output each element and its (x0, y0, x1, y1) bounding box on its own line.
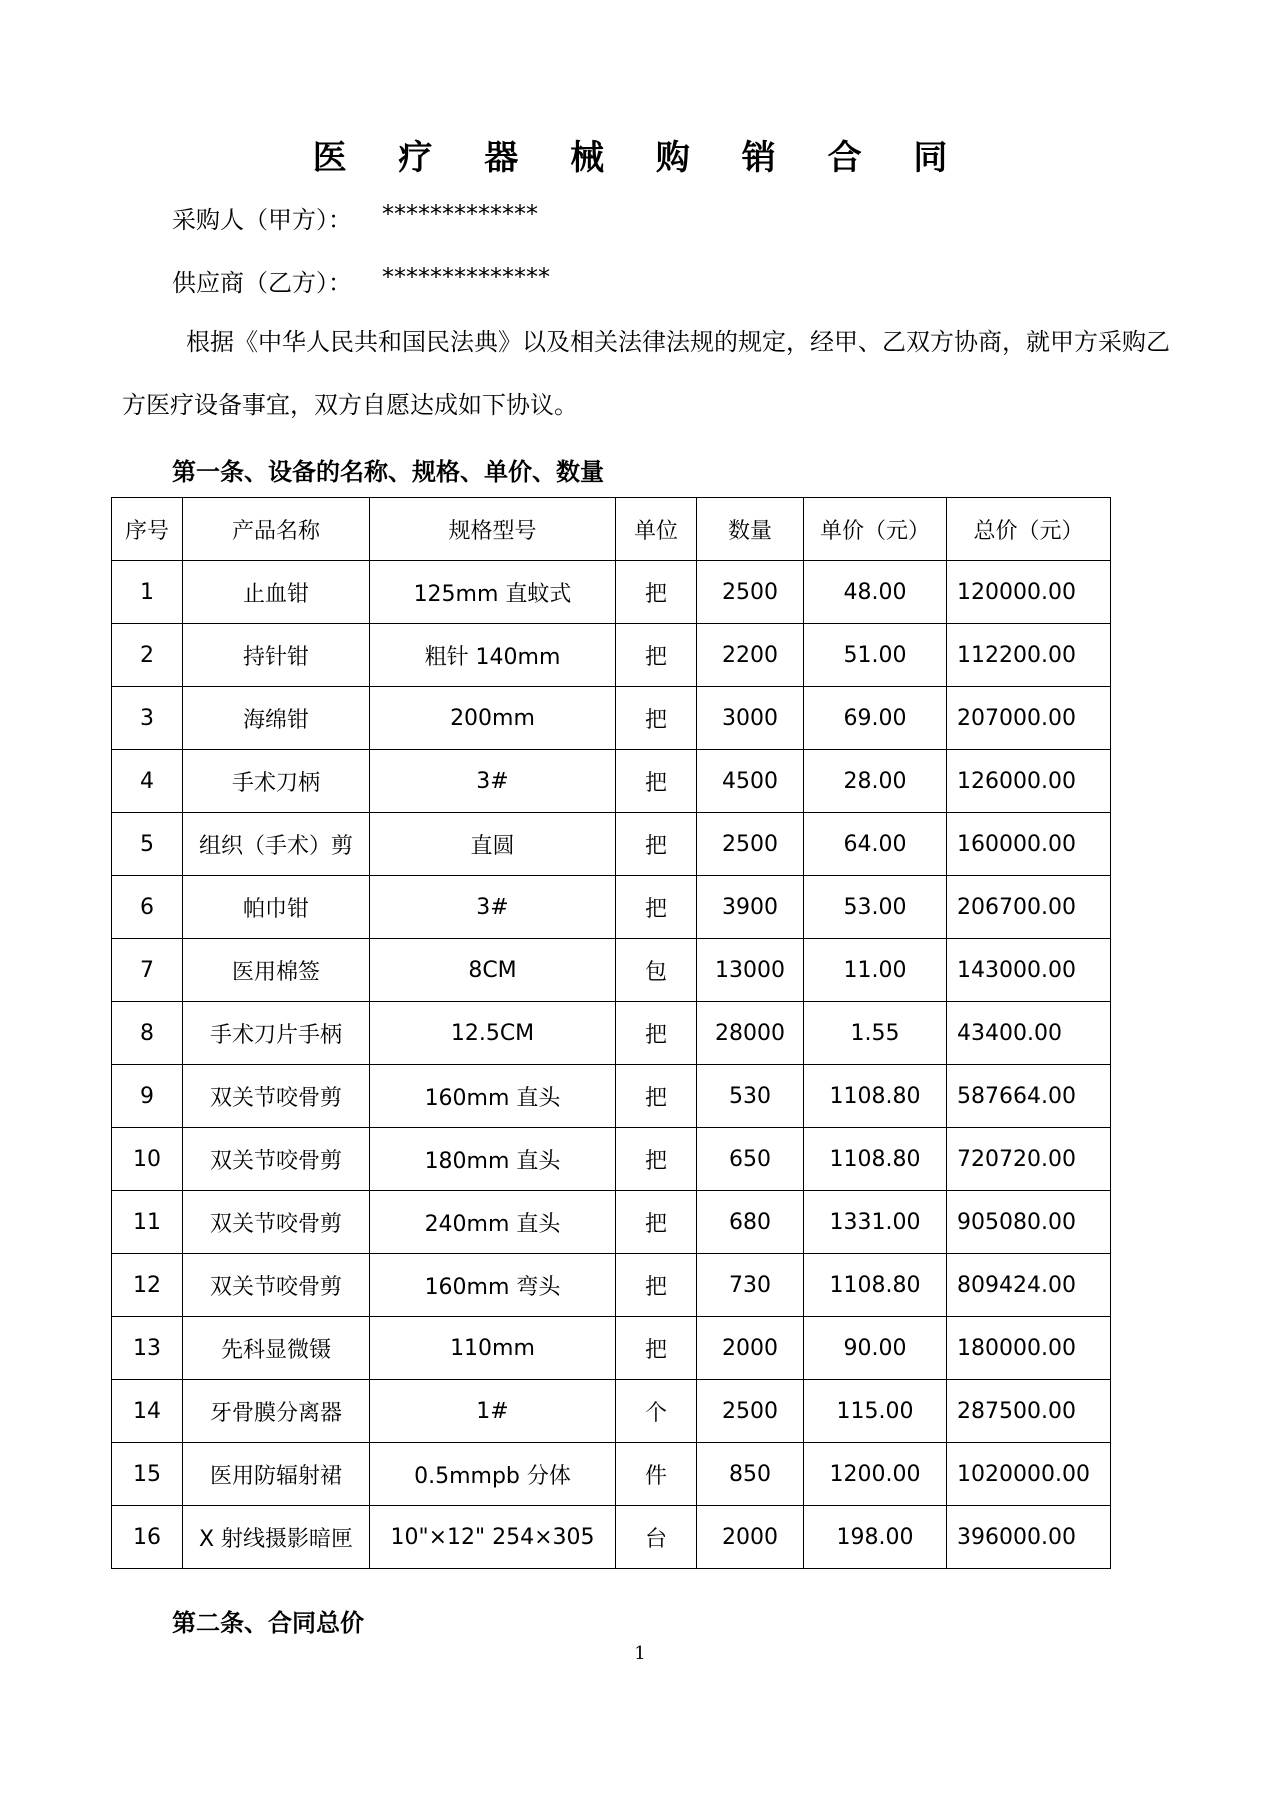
table-row (112, 1128, 1111, 1191)
cell-qty: 2200 (697, 624, 804, 687)
cell-price: 28.00 (804, 750, 947, 813)
cell-spec: 240mm 直头 (370, 1191, 616, 1254)
cell-seq: 9 (112, 1065, 183, 1128)
cell-name: 医用棉签 (183, 939, 370, 1002)
cell-qty: 3000 (697, 687, 804, 750)
cell-price: 69.00 (804, 687, 947, 750)
cell-seq: 7 (112, 939, 183, 1002)
cell-spec: 200mm (370, 687, 616, 750)
cell-name: X 射线摄影暗匣 (183, 1506, 370, 1569)
cell-qty: 2000 (697, 1506, 804, 1569)
cell-qty: 730 (697, 1254, 804, 1317)
cell-spec: 0.5mmpb 分体 (370, 1443, 616, 1506)
table-row (112, 939, 1111, 1002)
table-row (112, 1191, 1111, 1254)
table-row (112, 1443, 1111, 1506)
cell-spec: 10"×12" 254×305 (370, 1506, 616, 1569)
cell-name: 手术刀片手柄 (183, 1002, 370, 1065)
cell-qty: 850 (697, 1443, 804, 1506)
cell-seq: 2 (112, 624, 183, 687)
cell-price: 64.00 (804, 813, 947, 876)
cell-seq: 6 (112, 876, 183, 939)
cell-seq: 13 (112, 1317, 183, 1380)
header-unit: 单位 (616, 498, 697, 561)
cell-total: 1020000.00 (947, 1443, 1111, 1506)
cell-spec: 8CM (370, 939, 616, 1002)
table-header-row (112, 498, 1111, 561)
cell-name: 双关节咬骨剪 (183, 1128, 370, 1191)
cell-seq: 11 (112, 1191, 183, 1254)
table-row (112, 876, 1111, 939)
cell-unit: 包 (616, 939, 697, 1002)
cell-spec: 160mm 直头 (370, 1065, 616, 1128)
cell-spec: 110mm (370, 1317, 616, 1380)
cell-unit: 把 (616, 1128, 697, 1191)
cell-spec: 粗针 140mm (370, 624, 616, 687)
table-row (112, 1506, 1111, 1569)
cell-total: 120000.00 (947, 561, 1111, 624)
cell-name: 止血钳 (183, 561, 370, 624)
cell-unit: 把 (616, 813, 697, 876)
cell-unit: 把 (616, 750, 697, 813)
cell-price: 90.00 (804, 1317, 947, 1380)
cell-name: 双关节咬骨剪 (183, 1065, 370, 1128)
cell-price: 1.55 (804, 1002, 947, 1065)
header-name: 产品名称 (183, 498, 370, 561)
cell-qty: 28000 (697, 1002, 804, 1065)
cell-qty: 3900 (697, 876, 804, 939)
cell-seq: 1 (112, 561, 183, 624)
cell-total: 126000.00 (947, 750, 1111, 813)
cell-name: 先科显微镊 (183, 1317, 370, 1380)
cell-seq: 5 (112, 813, 183, 876)
table-row (112, 1254, 1111, 1317)
cell-total: 905080.00 (947, 1191, 1111, 1254)
header-seq: 序号 (112, 498, 183, 561)
cell-unit: 个 (616, 1380, 697, 1443)
cell-qty: 650 (697, 1128, 804, 1191)
party-a-label: 采购人（甲方）： (172, 206, 352, 234)
cell-qty: 2500 (697, 1380, 804, 1443)
page-title: 医 疗 器 械 购 销 合 同 (312, 138, 968, 178)
cell-unit: 把 (616, 1065, 697, 1128)
cell-total: 720720.00 (947, 1128, 1111, 1191)
cell-unit: 把 (616, 1002, 697, 1065)
table-row (112, 1065, 1111, 1128)
cell-qty: 680 (697, 1191, 804, 1254)
cell-price: 1108.80 (804, 1128, 947, 1191)
cell-seq: 15 (112, 1443, 183, 1506)
cell-total: 43400.00 (947, 1002, 1111, 1065)
cell-seq: 4 (112, 750, 183, 813)
cell-qty: 4500 (697, 750, 804, 813)
party-b (172, 263, 550, 298)
table-row (112, 1002, 1111, 1065)
header-total: 总价（元） (947, 498, 1111, 561)
section-2-heading: 第二条、合同总价 (172, 1609, 364, 1637)
cell-unit: 把 (616, 687, 697, 750)
cell-price: 11.00 (804, 939, 947, 1002)
header-qty: 数量 (697, 498, 804, 561)
section-1-heading: 第一条、设备的名称、规格、单价、数量 (172, 458, 604, 486)
cell-total: 287500.00 (947, 1380, 1111, 1443)
cell-name: 医用防辐射裙 (183, 1443, 370, 1506)
cell-name: 海绵钳 (183, 687, 370, 750)
cell-name: 双关节咬骨剪 (183, 1254, 370, 1317)
cell-price: 115.00 (804, 1380, 947, 1443)
header-spec: 规格型号 (370, 498, 616, 561)
cell-seq: 14 (112, 1380, 183, 1443)
cell-qty: 2000 (697, 1317, 804, 1380)
cell-unit: 把 (616, 876, 697, 939)
intro-paragraph: 根据《中华人民共和国民法典》以及相关法律法规的规定，经甲、乙双方协商，就甲方采购乙方医疗设备事宜，双方自愿达成如下协议。 (122, 328, 1170, 419)
cell-total: 207000.00 (947, 687, 1111, 750)
cell-total: 206700.00 (947, 876, 1111, 939)
cell-price: 1331.00 (804, 1191, 947, 1254)
cell-price: 53.00 (804, 876, 947, 939)
table-row (112, 624, 1111, 687)
cell-unit: 把 (616, 1254, 697, 1317)
table-row (112, 561, 1111, 624)
equipment-table (111, 497, 1111, 1569)
cell-qty: 2500 (697, 561, 804, 624)
cell-seq: 10 (112, 1128, 183, 1191)
cell-name: 组织（手术）剪 (183, 813, 370, 876)
cell-price: 198.00 (804, 1506, 947, 1569)
cell-seq: 16 (112, 1506, 183, 1569)
cell-price: 1108.80 (804, 1254, 947, 1317)
cell-total: 809424.00 (947, 1254, 1111, 1317)
cell-total: 587664.00 (947, 1065, 1111, 1128)
cell-price: 1108.80 (804, 1065, 947, 1128)
cell-name: 帕巾钳 (183, 876, 370, 939)
cell-price: 51.00 (804, 624, 947, 687)
cell-spec: 160mm 弯头 (370, 1254, 616, 1317)
table-row (112, 1380, 1111, 1443)
cell-spec: 125mm 直蚊式 (370, 561, 616, 624)
cell-name: 手术刀柄 (183, 750, 370, 813)
cell-total: 143000.00 (947, 939, 1111, 1002)
party-b-value: ************** (382, 263, 550, 291)
cell-spec: 1# (370, 1380, 616, 1443)
party-a-value: ************* (382, 200, 538, 228)
cell-name: 牙骨膜分离器 (183, 1380, 370, 1443)
cell-unit: 把 (616, 624, 697, 687)
cell-unit: 把 (616, 1317, 697, 1380)
cell-unit: 把 (616, 561, 697, 624)
cell-name: 持针钳 (183, 624, 370, 687)
cell-total: 396000.00 (947, 1506, 1111, 1569)
table-row (112, 813, 1111, 876)
cell-price: 1200.00 (804, 1443, 947, 1506)
cell-qty: 2500 (697, 813, 804, 876)
cell-name: 双关节咬骨剪 (183, 1191, 370, 1254)
cell-spec: 3# (370, 750, 616, 813)
party-b-label: 供应商（乙方）： (172, 269, 352, 297)
table-row (112, 1317, 1111, 1380)
cell-seq: 8 (112, 1002, 183, 1065)
cell-spec: 3# (370, 876, 616, 939)
cell-total: 180000.00 (947, 1317, 1111, 1380)
cell-spec: 直圆 (370, 813, 616, 876)
cell-unit: 把 (616, 1191, 697, 1254)
page-number: 1 (634, 1643, 646, 1664)
header-price: 单价（元） (804, 498, 947, 561)
cell-qty: 530 (697, 1065, 804, 1128)
party-a (172, 200, 538, 235)
cell-spec: 12.5CM (370, 1002, 616, 1065)
table-row (112, 687, 1111, 750)
cell-unit: 件 (616, 1443, 697, 1506)
cell-spec: 180mm 直头 (370, 1128, 616, 1191)
cell-seq: 3 (112, 687, 183, 750)
cell-unit: 台 (616, 1506, 697, 1569)
cell-seq: 12 (112, 1254, 183, 1317)
cell-price: 48.00 (804, 561, 947, 624)
cell-qty: 13000 (697, 939, 804, 1002)
cell-total: 112200.00 (947, 624, 1111, 687)
cell-total: 160000.00 (947, 813, 1111, 876)
table-row (112, 750, 1111, 813)
